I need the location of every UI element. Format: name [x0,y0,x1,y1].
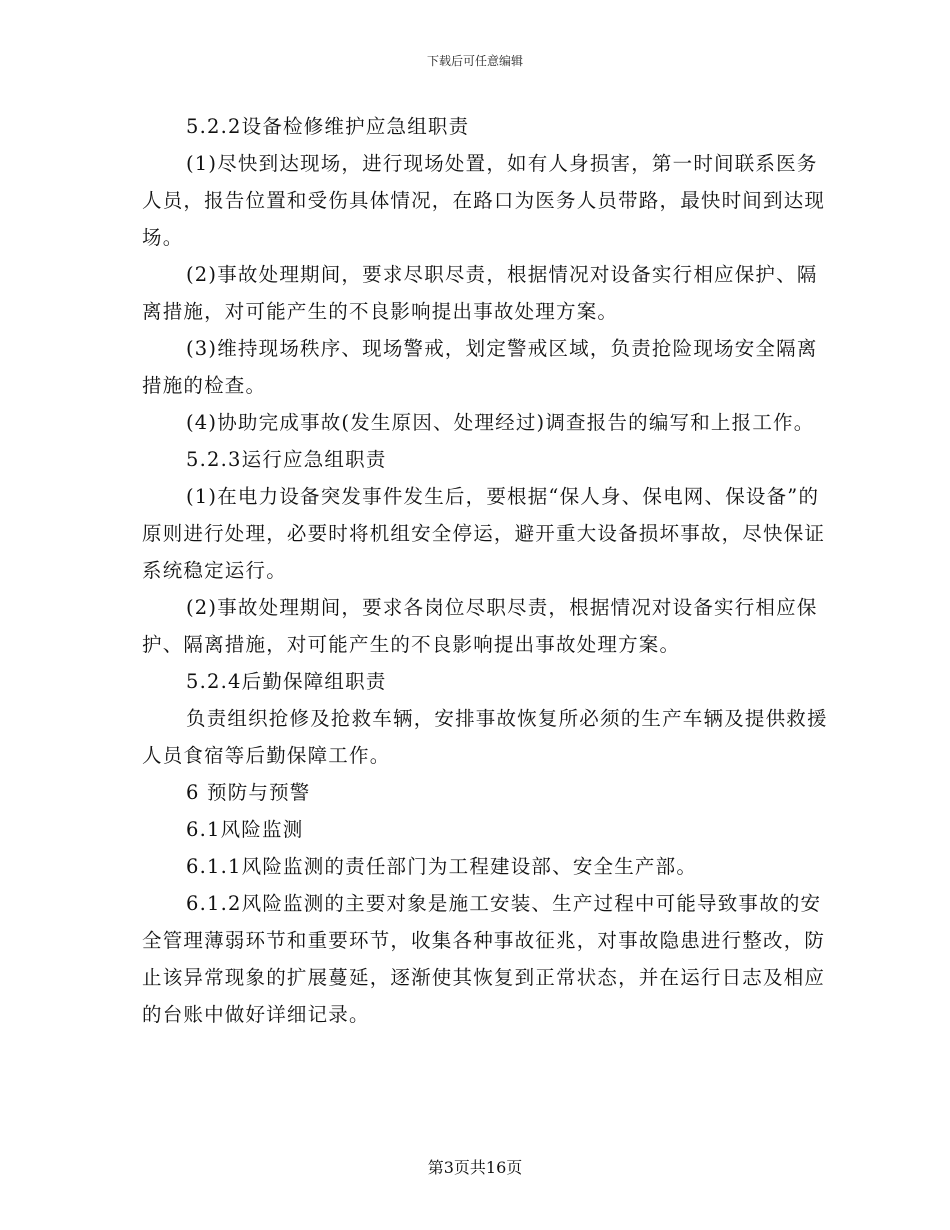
paragraph-5-2-3-item-1: (1)在电力设备突发事件发生后，要根据“保人身、保电网、保设备”的原则进行处理，必要时将机组安全停运，避开重大设备损坏事故，尽快保证系统稳定运行。 [142,485,826,582]
page-number: 第3页共16页 [427,1158,523,1177]
header-note: 下载后可任意编辑 [426,54,523,68]
section-heading-5-2-4: 5.2.4后勤保障组职责 [186,670,387,693]
section-heading-5-2-2: 5.2.2设备检修维护应急组职责 [186,115,470,138]
paragraph-5-2-3-item-2: (2)事故处理期间，要求各岗位尽职尽责，根据情况对设备实行相应保护、隔离措施，对可能产生的不良影响提出事故处理方案。 [142,596,818,656]
paragraph-5-2-2-item-4: (4)协助完成事故(发生原因、处理经过)调查报告的编写和上报工作。 [186,411,815,434]
paragraph-5-2-4: 负责组织抢修及抢救车辆，安排事故恢复所必须的生产车辆及提供救援人员食宿等后勤保障工作。 [142,707,828,767]
paragraph-6-1-2: 6.1.2风险监测的主要对象是施工安装、生产过程中可能导致事故的安全管理薄弱环节和重要环节，收集各种事故征兆，对事故隐患进行整改，防止该异常现象的扩展蔓延，逐渐使其恢复到正常状态，并在运行日志及相应的台账中做好详细记录。 [142,892,826,1026]
section-heading-6-1: 6.1风险监测 [186,818,304,841]
section-heading-6: 6 预防与预警 [186,781,311,804]
paragraph-5-2-2-item-3: (3)维持现场秩序、现场警戒，划定警戒区域，负责抢险现场安全隔离措施的检查。 [142,337,818,397]
section-heading-5-2-3: 5.2.3运行应急组职责 [186,448,387,471]
paragraph-6-1-1: 6.1.1风险监测的责任部门为工程建设部、安全生产部。 [186,855,698,878]
paragraph-5-2-2-item-2: (2)事故处理期间，要求尽职尽责，根据情况对设备实行相应保护、隔离措施，对可能产生的不良影响提出事故处理方案。 [142,263,818,323]
document-body [142,108,832,1033]
paragraph-5-2-2-item-1: (1)尽快到达现场，进行现场处置，如有人身损害，第一时间联系医务人员，报告位置和受伤具体情况，在路口为医务人员带路，最快时间到达现场。 [142,152,826,249]
